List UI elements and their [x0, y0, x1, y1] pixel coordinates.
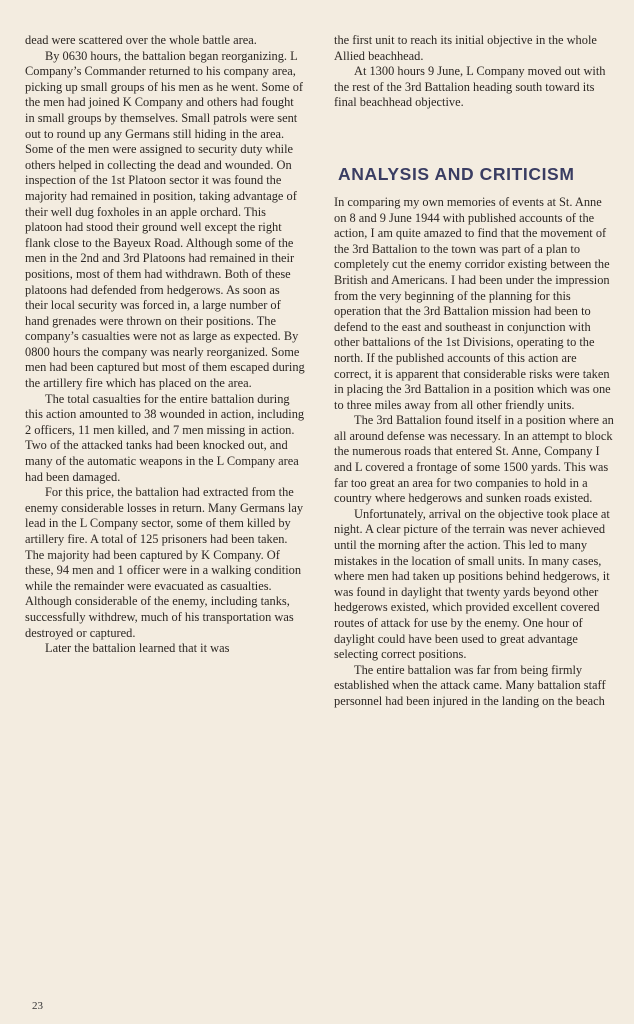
- right-column: [334, 33, 615, 710]
- paragraph: Unfortunately, arrival on the objective took place at night. A clear picture of the terrain was never achieved until the morning after the action. This led to many mistakes in the location of small units. In many cases, where men had taken up positions behind hedgerows, it was found in daylight that twenty yards beyond other hedgerows existed, which provided excellent covered routes of attack for use by the enemy. One hour of daylight could have been used to great advantage selecting correct positions.: [334, 506, 610, 662]
- paragraph: Later the battalion learned that it was: [45, 641, 230, 656]
- page-number: 23: [32, 1000, 43, 1012]
- paragraph: At 1300 hours 9 June, L Company moved out with the rest of the 3rd Battalion heading south toward its final beachhead objective.: [334, 64, 606, 110]
- section-heading: ANALYSIS AND CRITICISM: [338, 163, 575, 184]
- paragraph: The total casualties for the entire battalion during this action amounted to 38 wounded in action, including 2 officers, 11 men killed, and 7 men missing in action. Two of the attacked tanks had been knocked out, and many of the automatic weapons in the L Company area had been damaged.: [25, 391, 305, 484]
- paragraph: By 0630 hours, the battalion began reorganizing. L Company’s Commander returned to his company area, picking up small groups of his men as he went. Some of the men had joined K Company and others had fought in small groups by themselves. Small patrols were sent out to round up any Germans still hiding in the area. Some of the men were assigned to security duty while others helped in collecting the dead and wounded. On inspection of the 1st Platoon sector it was found the majority had remained in position, taking advantage of their well dug foxholes in an apple orchard. This platoon had stood their ground well except the right flank close to the Bayeux Road. Although some of the men in the 2nd and 3rd Platoons had remained in their positions, most of them had withdrawn. Both of these platoons had defended from hedgerows. As soon as their local security was forced in, a large number of hand grenades were thrown on their positions. The company’s casualties were not as large as expected. By 0800 hours the company was nearly reorganized. Some men had been captured but most of them escaped during the artillery fire which has placed on the area.: [25, 48, 305, 391]
- left-column: [25, 33, 305, 657]
- paragraph: In comparing my own memories of events at St. Anne on 8 and 9 June 1944 with published accounts of the action, I am quite amazed to find that the movement of the 3rd Battalion to the town was part of a plan to completely cut the enemy corridor existing between the British and Americans. I had been under the impression from the very beginning of the planning for this operation that the 3rd Battalion mission had been to defend to the east and southeast in conjunction with other battalions of the 1st Divisions, operating to the north. If the published accounts of this action are correct, it is apparent that considerable risks were taken in placing the 3rd Battalion in a position which was one to three miles away from all other friendly units.: [334, 194, 611, 412]
- paragraph: For this price, the battalion had extracted from the enemy considerable losses in return. Many Germans lay lead in the L Company sector, some of them killed by artillery fire. A total of 125 prisoners had been taken. The majority had been captured by K Company. Of these, 94 men and 1 officer were in a walking condition while the remainder were evacuated as casualties. Although considerable of the enemy, including tanks, successfully withdrew, much of his transportation was destroyed or captured.: [25, 485, 304, 640]
- paragraph: dead were scattered over the whole battle area.: [25, 33, 257, 47]
- paragraph: The entire battalion was far from being firmly established when the attack came. Many battalion staff personnel had been injured in the landing on the beach: [334, 662, 606, 708]
- paragraph: The 3rd Battalion found itself in a position where an all around defense was necessary. In an attempt to block the numerous roads that entered St. Anne, Company I and L covered a frontage of some 1500 yards. This was far too great an area for two companies to hold in a country where hedgerows and sunken roads existed.: [334, 413, 614, 506]
- paragraph: the first unit to reach its initial objective in the whole Allied beachhead.: [334, 33, 597, 63]
